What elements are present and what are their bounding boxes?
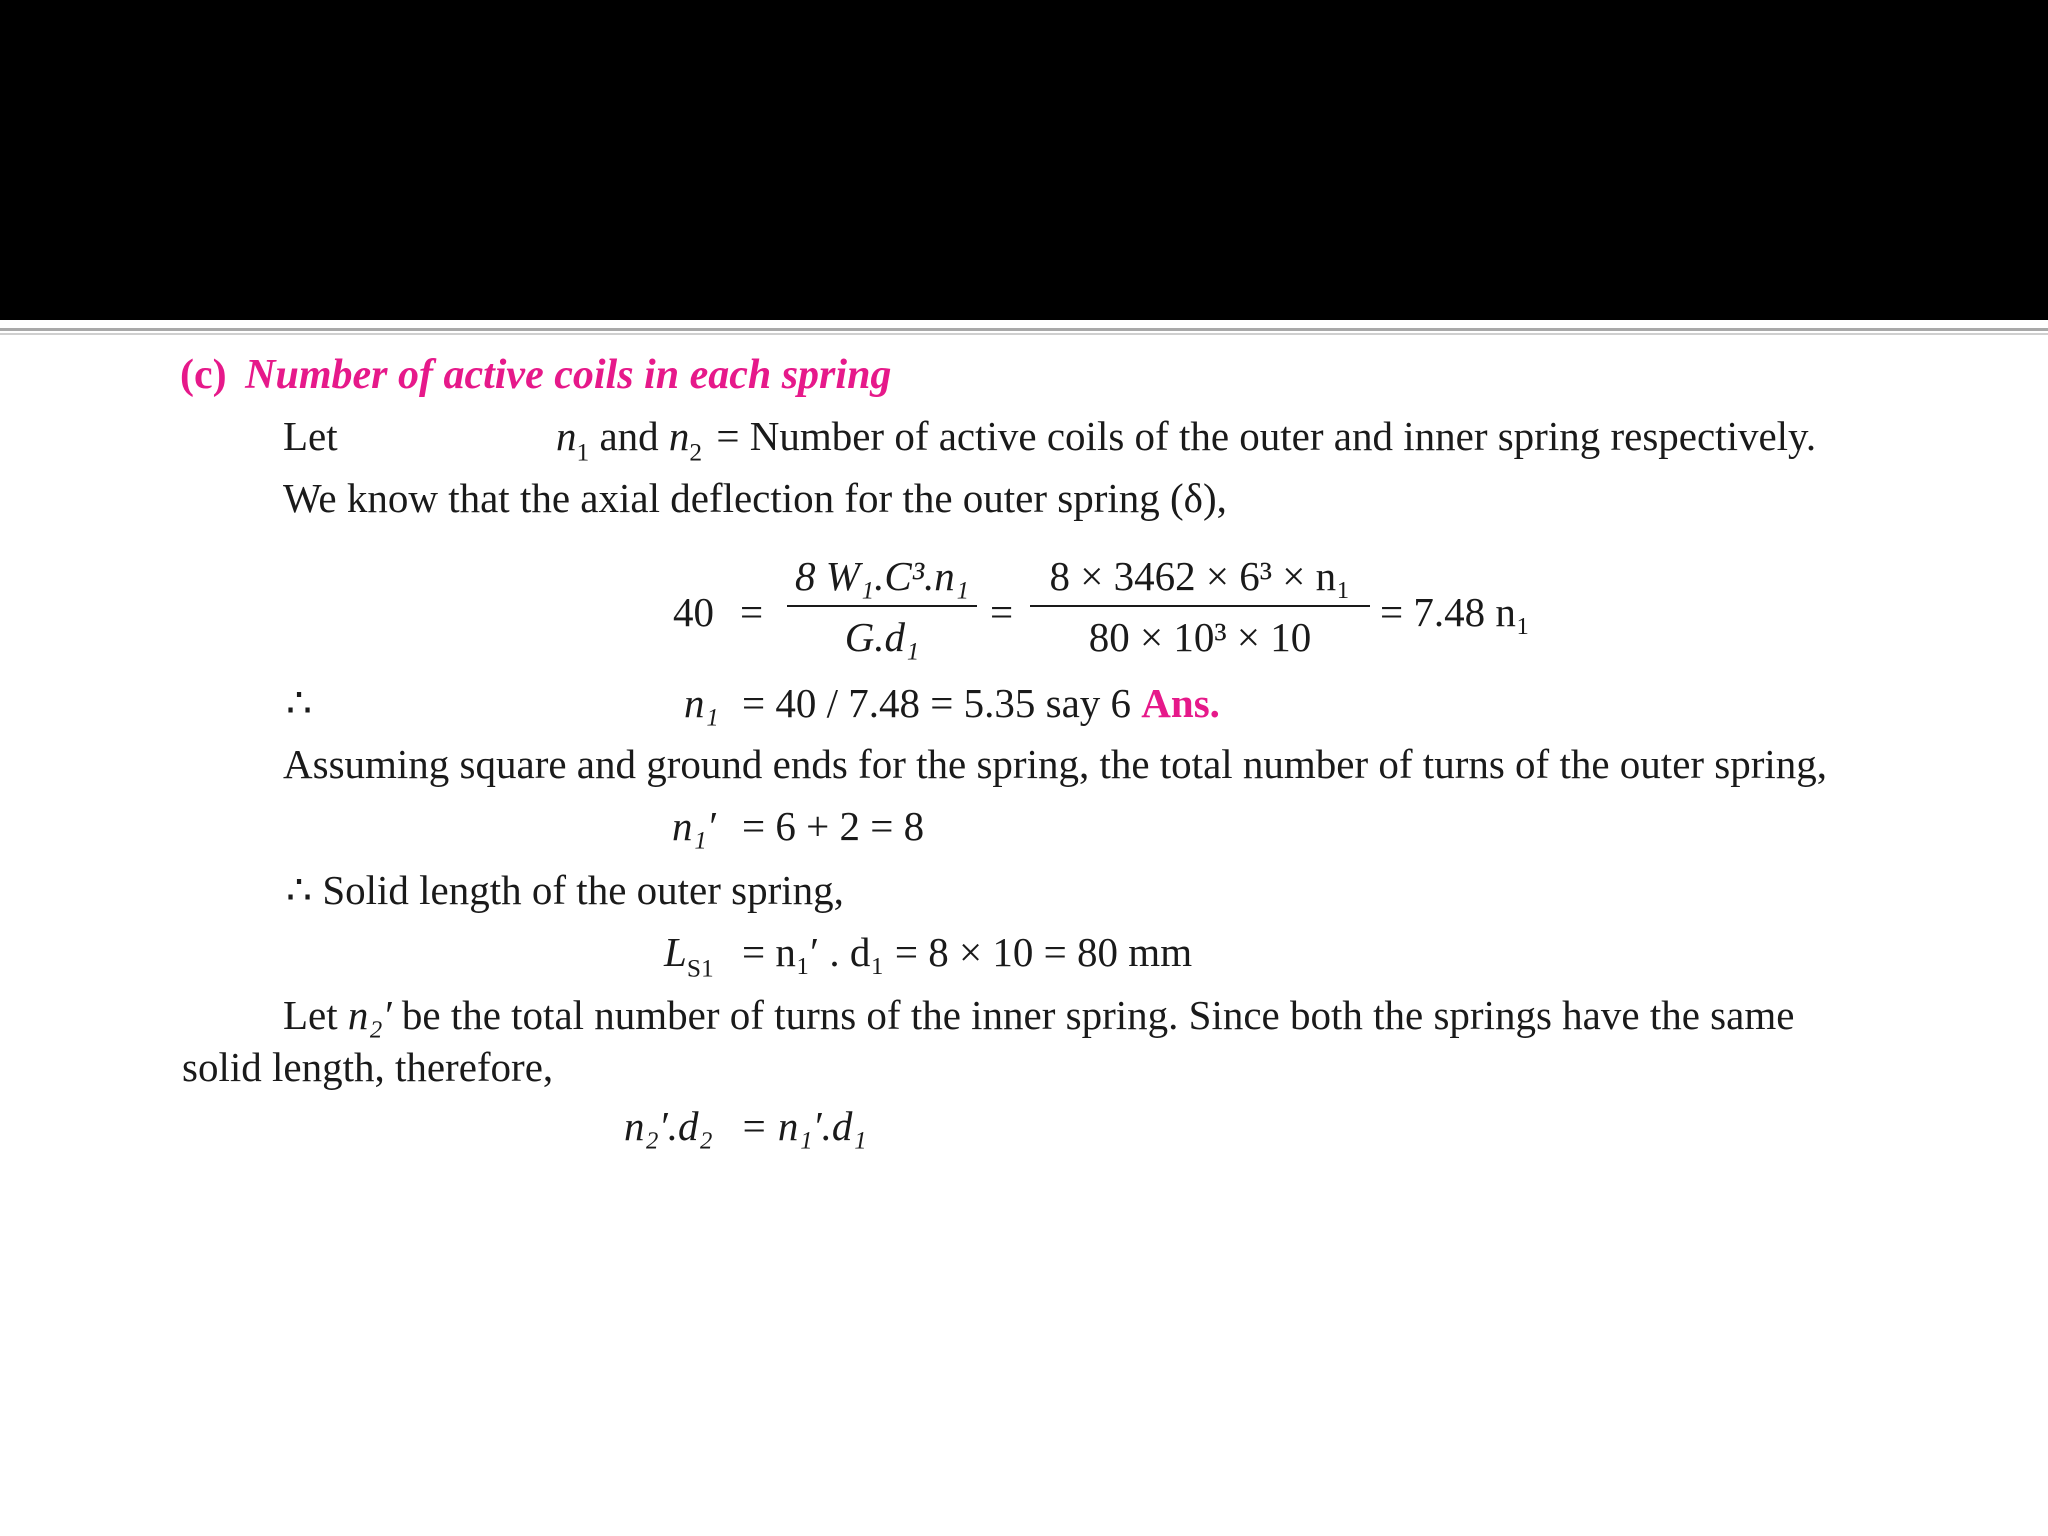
solid-length-equation: = n₁′ . d₁ = 8 × 10 = 80 mm: [742, 929, 1193, 975]
answer-label: Ans.: [1141, 680, 1220, 726]
equation-lhs: 40: [673, 589, 714, 635]
fraction-formula: [787, 553, 977, 660]
fraction-bar: [787, 605, 977, 607]
divider-line: [0, 328, 2048, 331]
fraction-numeric-numerator: 8 × 3462 × 6³ × n₁: [1049, 553, 1351, 599]
fraction-formula-denominator: G.d₁: [844, 614, 920, 660]
equals-sign-2: =: [990, 589, 1014, 635]
axial-deflection-text: We know that the axial deflection for the outer spring (δ),: [283, 475, 1227, 521]
solid-length-variable: $L_{S1}$: [664, 929, 714, 983]
inner-spring-text: Let n₂′ be the total number of turns of the inner spring. Since both the springs have the same: [283, 992, 1795, 1038]
coil-definition: $n_1$ and $n_2$ = Number of active coils of the outer and inner spring respectively.: [556, 413, 1817, 467]
divider-line-secondary: [0, 333, 2048, 335]
n1-solution: = 40 / 7.48 = 5.35 say 6 Ans.: [742, 680, 1220, 726]
solid-length-text: ∴ Solid length of the outer spring,: [286, 867, 844, 913]
therefore-symbol: ∴: [286, 680, 313, 726]
fraction-numeric-denominator: 80 × 10³ × 10: [1088, 614, 1312, 660]
equation-result: = 7.48 n₁: [1380, 589, 1531, 635]
solid-length-therefore-text: solid length, therefore,: [182, 1044, 554, 1090]
section-title: Number of active coils in each spring: [245, 352, 892, 398]
fraction-numeric: [1030, 553, 1370, 660]
final-equation-lhs: n₂′.d₂: [624, 1103, 713, 1149]
section-label: (c): [180, 352, 227, 398]
slide-header-bar: [0, 0, 2048, 320]
assumption-text: Assuming square and ground ends for the spring, the total number of turns of the outer spring,: [283, 741, 1828, 787]
let-word: Let: [283, 413, 338, 459]
n1-variable: n₁: [684, 680, 719, 726]
turns-equation: = 6 + 2 = 8: [742, 803, 925, 849]
fraction-formula-numerator: 8 W₁.C³.n₁: [794, 553, 970, 599]
section-heading: [180, 354, 891, 396]
equals-sign: =: [740, 589, 764, 635]
final-equation-rhs: = n₁′.d₁: [740, 1103, 867, 1149]
n1-prime-variable: n₁′: [672, 803, 716, 849]
fraction-bar-2: [1030, 605, 1370, 607]
